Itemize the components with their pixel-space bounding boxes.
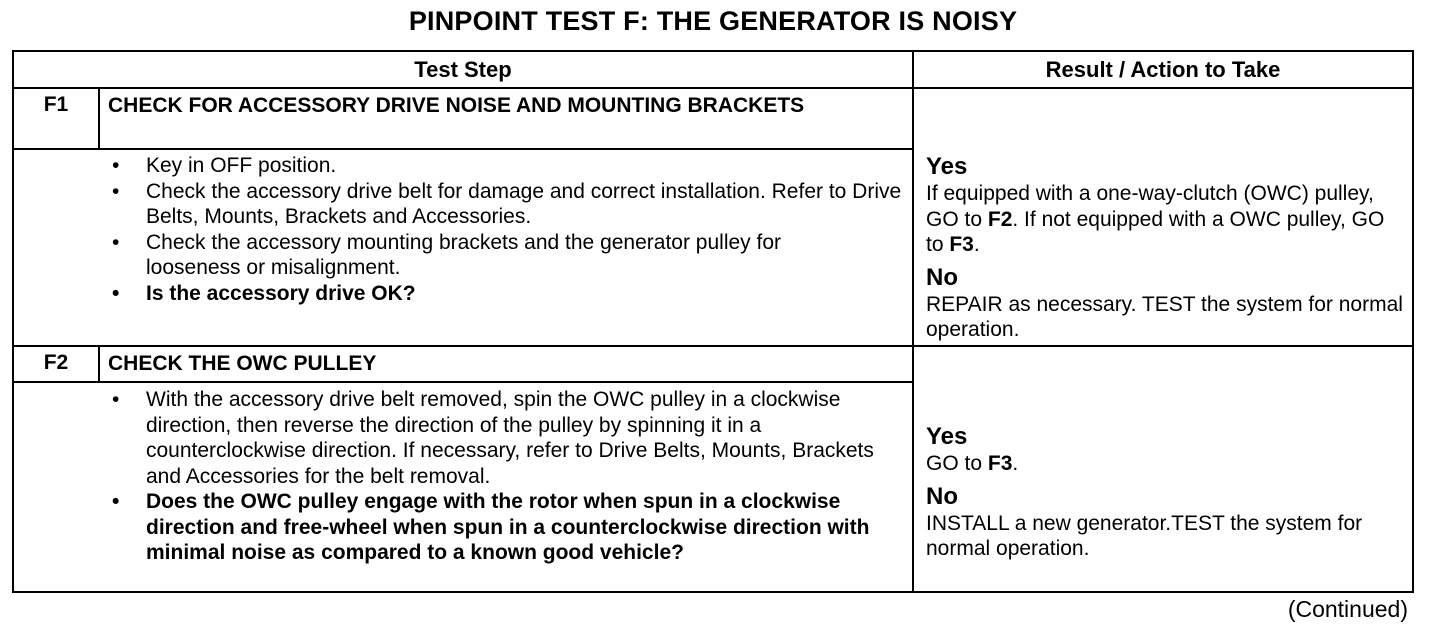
result-text: GO to	[926, 452, 983, 475]
step-id-f2: F2	[43, 351, 69, 374]
result-f2-no-text: INSTALL a new generator.TEST the system for normal operation.	[926, 511, 1363, 560]
f1-title-divider	[14, 148, 912, 150]
step-ref: F3	[987, 452, 1013, 475]
continued-note: (Continued)	[1287, 596, 1408, 622]
step-ref: F3	[949, 233, 974, 256]
list-item: • Check the accessory drive belt for damage and correct installation. Refer to Drive Belts, Mounts, Brackets and Accessories.	[108, 179, 908, 230]
result-f2-yes-text	[926, 451, 1406, 477]
result-f2	[926, 423, 1406, 562]
step-id-f1: F1	[43, 93, 69, 116]
list-item: • With the accessory drive belt removed, spin the OWC pulley in a clockwise direction, then reverse the direction of the pulley by spinning it in a counterclockwise direction. If necessary, refer to Drive Belts, Mounts, Brackets and Accessories for the belt removal.	[108, 387, 898, 489]
f1-id-divider	[98, 89, 100, 150]
result-f2-no-label: No	[926, 482, 958, 510]
list-item: • Key in OFF position.	[108, 153, 908, 179]
result-f1-yes-label: Yes	[926, 153, 968, 180]
result-f2-yes-label: Yes	[926, 423, 968, 450]
result-text: If equipped with a one-way-clutch (OWC) pulley, GO to	[926, 182, 1374, 231]
result-f1-no-label: No	[926, 263, 958, 291]
step-f2-bullets	[108, 387, 898, 566]
step-f1-bullets	[108, 153, 908, 306]
list-item: • Check the accessory mounting brackets and the generator pulley for looseness or misalignment.	[108, 230, 908, 281]
step-title-f1: CHECK FOR ACCESSORY DRIVE NOISE AND MOUNTING BRACKETS	[108, 94, 805, 117]
result-text: . If not equipped with a OWC pulley, GO to	[926, 207, 1385, 256]
result-text: .	[973, 233, 980, 256]
result-f1	[926, 153, 1406, 343]
header-test-step: Test Step	[414, 57, 512, 82]
step-divider	[14, 345, 1412, 347]
result-f1-yes-text	[926, 181, 1406, 258]
f2-title-divider	[14, 381, 912, 383]
result-text: .	[1012, 452, 1019, 475]
column-divider	[912, 52, 914, 591]
step-f1-question: • Is the accessory drive OK?	[108, 281, 908, 307]
f2-id-divider	[98, 347, 100, 383]
page-title: PINPOINT TEST F: THE GENERATOR IS NOISY	[408, 6, 1018, 36]
step-f2-question: • Does the OWC pulley engage with the rotor when spun in a clockwise direction and free-wheel when spun in a counterclockwise direction with minimal noise as compared to a known good vehicle?	[108, 489, 898, 566]
result-f1-no-text: REPAIR as necessary. TEST the system for normal operation.	[926, 292, 1403, 341]
header-result: Result / Action to Take	[1045, 57, 1281, 82]
step-title-f2: CHECK THE OWC PULLEY	[108, 352, 377, 375]
pinpoint-test-table	[12, 50, 1414, 593]
step-ref: F2	[987, 207, 1013, 231]
